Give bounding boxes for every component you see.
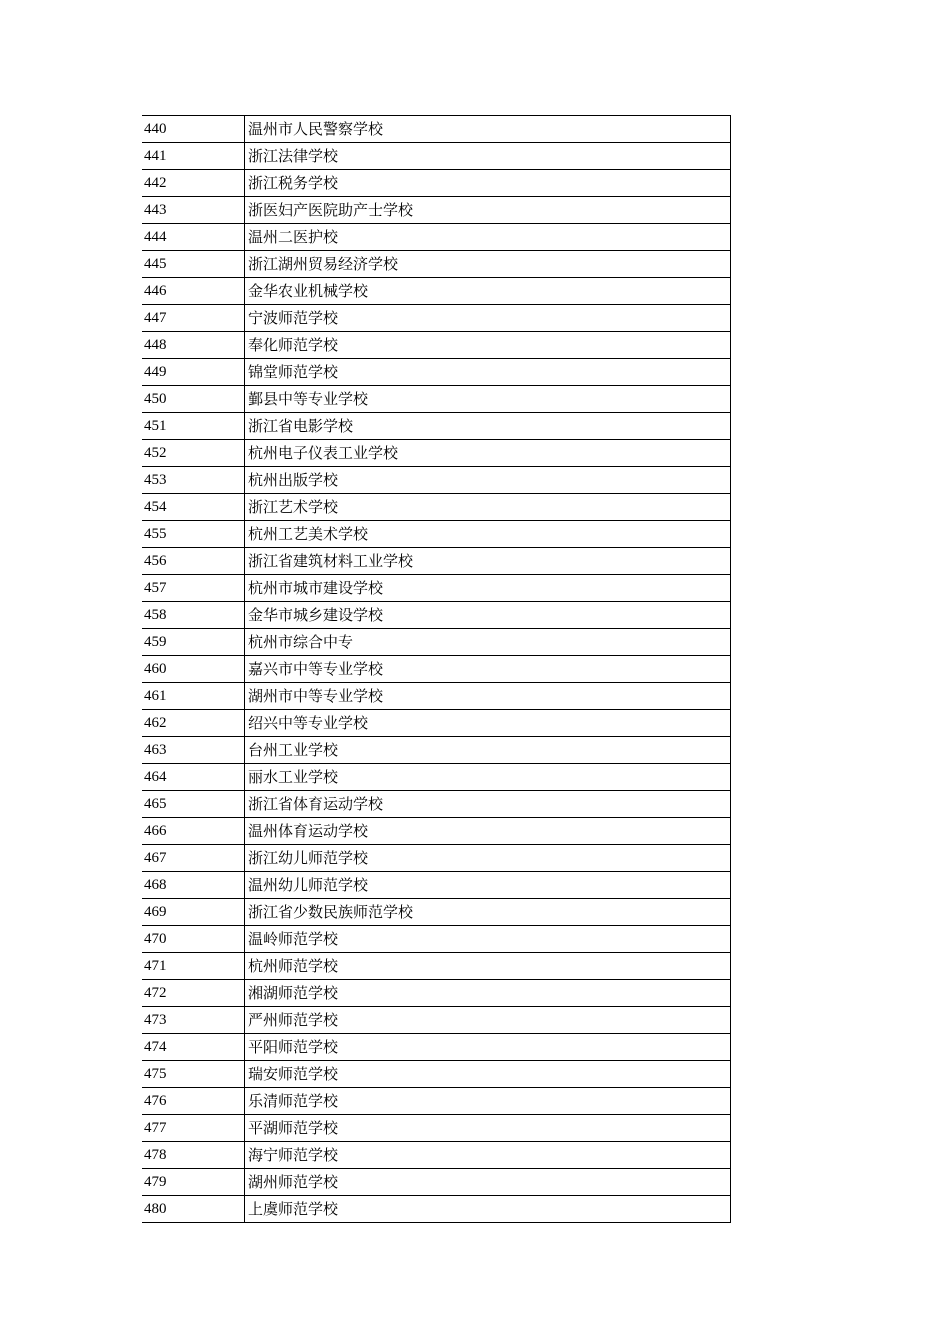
table-row — [142, 872, 731, 899]
row-number-cell: 470 — [142, 926, 245, 953]
school-name-cell: 湘湖师范学校 — [245, 980, 731, 1007]
school-name-cell: 瑞安师范学校 — [245, 1061, 731, 1088]
row-number-cell: 446 — [142, 278, 245, 305]
row-number-cell: 456 — [142, 548, 245, 575]
table-row — [142, 1169, 731, 1196]
table-row — [142, 494, 731, 521]
row-number-cell: 449 — [142, 359, 245, 386]
school-name-cell: 丽水工业学校 — [245, 764, 731, 791]
table-row — [142, 521, 731, 548]
row-number-cell: 442 — [142, 170, 245, 197]
table-row — [142, 1034, 731, 1061]
school-name-cell: 杭州出版学校 — [245, 467, 731, 494]
school-list-body — [142, 116, 731, 1223]
table-row — [142, 818, 731, 845]
row-number-cell: 440 — [142, 116, 245, 143]
row-number-cell: 475 — [142, 1061, 245, 1088]
school-name-cell: 杭州市综合中专 — [245, 629, 731, 656]
school-name-cell: 浙江艺术学校 — [245, 494, 731, 521]
table-row — [142, 683, 731, 710]
school-name-cell: 杭州电子仪表工业学校 — [245, 440, 731, 467]
row-number-cell: 469 — [142, 899, 245, 926]
school-name-cell: 温州二医护校 — [245, 224, 731, 251]
table-row — [142, 332, 731, 359]
row-number-cell: 466 — [142, 818, 245, 845]
table-row — [142, 359, 731, 386]
table-row — [142, 899, 731, 926]
row-number-cell: 476 — [142, 1088, 245, 1115]
row-number-cell: 460 — [142, 656, 245, 683]
table-row — [142, 1061, 731, 1088]
school-name-cell: 浙江湖州贸易经济学校 — [245, 251, 731, 278]
school-name-cell: 杭州市城市建设学校 — [245, 575, 731, 602]
table-row — [142, 143, 731, 170]
school-name-cell: 浙江省建筑材料工业学校 — [245, 548, 731, 575]
table-row — [142, 926, 731, 953]
row-number-cell: 474 — [142, 1034, 245, 1061]
table-row — [142, 1115, 731, 1142]
table-row — [142, 845, 731, 872]
row-number-cell: 443 — [142, 197, 245, 224]
school-name-cell: 湖州市中等专业学校 — [245, 683, 731, 710]
row-number-cell: 462 — [142, 710, 245, 737]
school-name-cell: 严州师范学校 — [245, 1007, 731, 1034]
row-number-cell: 455 — [142, 521, 245, 548]
row-number-cell: 473 — [142, 1007, 245, 1034]
table-row — [142, 197, 731, 224]
row-number-cell: 471 — [142, 953, 245, 980]
row-number-cell: 472 — [142, 980, 245, 1007]
table-row — [142, 575, 731, 602]
table-row — [142, 440, 731, 467]
school-name-cell: 浙医妇产医院助产士学校 — [245, 197, 731, 224]
row-number-cell: 452 — [142, 440, 245, 467]
school-name-cell: 宁波师范学校 — [245, 305, 731, 332]
row-number-cell: 447 — [142, 305, 245, 332]
table-row — [142, 251, 731, 278]
school-name-cell: 温州幼儿师范学校 — [245, 872, 731, 899]
school-name-cell: 金华市城乡建设学校 — [245, 602, 731, 629]
row-number-cell: 477 — [142, 1115, 245, 1142]
school-name-cell: 锦堂师范学校 — [245, 359, 731, 386]
school-name-cell: 浙江税务学校 — [245, 170, 731, 197]
table-row — [142, 305, 731, 332]
school-name-cell: 浙江法律学校 — [245, 143, 731, 170]
school-name-cell: 温州市人民警察学校 — [245, 116, 731, 143]
row-number-cell: 467 — [142, 845, 245, 872]
school-name-cell: 奉化师范学校 — [245, 332, 731, 359]
school-name-cell: 湖州师范学校 — [245, 1169, 731, 1196]
table-row — [142, 737, 731, 764]
row-number-cell: 454 — [142, 494, 245, 521]
school-name-cell: 杭州工艺美术学校 — [245, 521, 731, 548]
row-number-cell: 479 — [142, 1169, 245, 1196]
row-number-cell: 480 — [142, 1196, 245, 1223]
school-name-cell: 绍兴中等专业学校 — [245, 710, 731, 737]
table-row — [142, 980, 731, 1007]
school-name-cell: 嘉兴市中等专业学校 — [245, 656, 731, 683]
table-row — [142, 1142, 731, 1169]
table-row — [142, 278, 731, 305]
table-row — [142, 791, 731, 818]
table-row — [142, 710, 731, 737]
table-row — [142, 1196, 731, 1223]
row-number-cell: 453 — [142, 467, 245, 494]
row-number-cell: 464 — [142, 764, 245, 791]
row-number-cell: 445 — [142, 251, 245, 278]
row-number-cell: 459 — [142, 629, 245, 656]
table-row — [142, 467, 731, 494]
school-name-cell: 海宁师范学校 — [245, 1142, 731, 1169]
table-row — [142, 602, 731, 629]
school-name-cell: 温州体育运动学校 — [245, 818, 731, 845]
row-number-cell: 465 — [142, 791, 245, 818]
school-name-cell: 金华农业机械学校 — [245, 278, 731, 305]
row-number-cell: 450 — [142, 386, 245, 413]
table-row — [142, 413, 731, 440]
school-name-cell: 杭州师范学校 — [245, 953, 731, 980]
school-list-table — [142, 115, 731, 1223]
school-name-cell: 浙江幼儿师范学校 — [245, 845, 731, 872]
school-name-cell: 浙江省体育运动学校 — [245, 791, 731, 818]
school-name-cell: 平阳师范学校 — [245, 1034, 731, 1061]
school-name-cell: 温岭师范学校 — [245, 926, 731, 953]
row-number-cell: 448 — [142, 332, 245, 359]
table-row — [142, 953, 731, 980]
school-name-cell: 上虞师范学校 — [245, 1196, 731, 1223]
row-number-cell: 458 — [142, 602, 245, 629]
school-name-cell: 乐清师范学校 — [245, 1088, 731, 1115]
school-name-cell: 鄞县中等专业学校 — [245, 386, 731, 413]
table-row — [142, 1007, 731, 1034]
row-number-cell: 457 — [142, 575, 245, 602]
table-row — [142, 170, 731, 197]
table-row — [142, 548, 731, 575]
row-number-cell: 461 — [142, 683, 245, 710]
table-row — [142, 224, 731, 251]
school-name-cell: 浙江省少数民族师范学校 — [245, 899, 731, 926]
school-name-cell: 平湖师范学校 — [245, 1115, 731, 1142]
row-number-cell: 463 — [142, 737, 245, 764]
row-number-cell: 441 — [142, 143, 245, 170]
table-row — [142, 1088, 731, 1115]
row-number-cell: 444 — [142, 224, 245, 251]
row-number-cell: 478 — [142, 1142, 245, 1169]
row-number-cell: 451 — [142, 413, 245, 440]
table-row — [142, 629, 731, 656]
school-name-cell: 台州工业学校 — [245, 737, 731, 764]
school-name-cell: 浙江省电影学校 — [245, 413, 731, 440]
table-row — [142, 116, 731, 143]
table-row — [142, 386, 731, 413]
row-number-cell: 468 — [142, 872, 245, 899]
table-row — [142, 764, 731, 791]
table-row — [142, 656, 731, 683]
